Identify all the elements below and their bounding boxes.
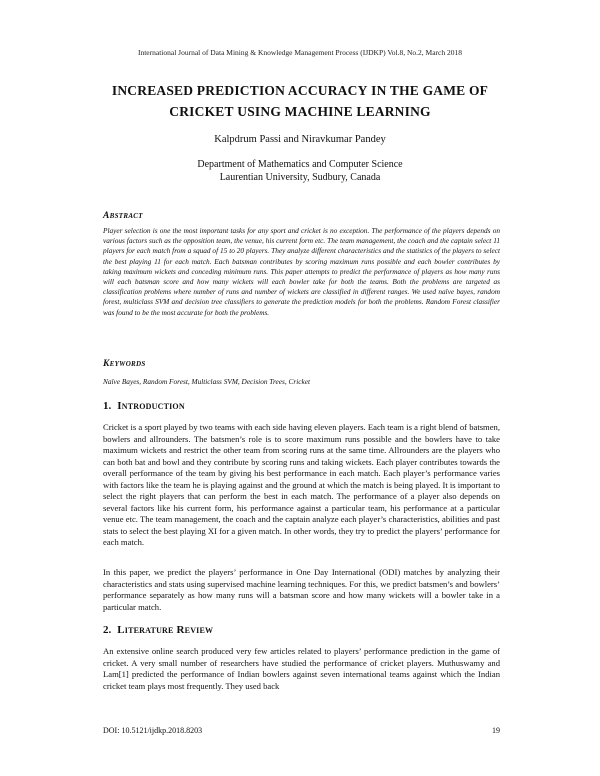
section-number: 2. — [103, 624, 112, 636]
title-word: MACHINE — [284, 104, 353, 119]
title-word: GAME — [422, 83, 466, 98]
literature-review-paragraph-1: An extensive online search produced very few articles related to players’ performance prediction in the game of cricket. A very small number of researchers have studied the performance of cricket players. Muthuswamy and Lam[1] predicted the performance of Indian bowlers against seven international teams against which the Indian cricket team plays most frequently. They used back — [103, 646, 500, 691]
page-number: 19 — [492, 726, 500, 735]
doi[interactable]: DOI: 10.5121/ijdkp.2018.8203 — [103, 726, 203, 735]
literature-review-heading — [103, 624, 213, 636]
introduction-heading — [103, 400, 185, 412]
title-word: CRICKET — [169, 104, 234, 119]
journal-running-header: International Journal of Data Mining & Knowledge Management Process (IJDKP) Vol.8, No.2, March 2018 — [137, 48, 463, 57]
title-line-2 — [60, 101, 540, 122]
title-word: IN — [371, 83, 387, 98]
abstract-text: Player selection is one the most important tasks for any sport and cricket is no exception. The performance of the players depends on various factors such as the opposition team, the venue, his current form etc. The team management, the coach and the captain select 11 players for each match from a squad of 15 to 20 players. They analyze different characteristics and the statistics of the players to select the best playing 11 for each match. Each batsman contributes by scoring maximum runs possible and each bowler contributes by taking maximum wickets and conceding minimum runs. This paper attempts to predict the performance of players as how many runs will each batsman score and how many wickets will each bowler take for both the teams. Both the problems are targeted as classification problems where number of runs and number of wickets are classified in different ranges. We used naïve bayes, random forest, multiclass SVM and decision tree classifiers to generate the prediction models for both the problems. Random Forest classifier was found to be the most accurate for both the problems. — [103, 226, 500, 317]
title-word: USING — [237, 104, 282, 119]
introduction-paragraph-1: Cricket is a sport played by two teams with each side having eleven players. Each team is a right blend of batsmen, bowlers and allrounders. The batsmen’s role is to score maximum runs possible and the bowlers have to take maximum wickets and restrict the other team from scoring runs at the same time. Allrounders are the players who can both bat and bowl and they contribute by scoring runs and taking wickets. Each player contributes towards the overall performance of the team by giving his best performance in each match. Each player’s performance varies with factors like the team he is playing against and the ground at which the match is being played. It is important to select the right players that can perform the best in each match. The performance of a player also depends on several factors like his current form, his performance against a particular team, his performance at a particular venue etc. The team management, the coach and the captain analyze each player’s characteristics, abilities and past stats to select the best playing XI for a given match. In other words, they try to predict the players’ performance for each match. — [103, 422, 500, 548]
affiliation-university: Laurentian University, Sudbury, Canada — [219, 172, 381, 183]
title-word: OF — [468, 83, 489, 98]
affiliation — [0, 158, 600, 184]
title-word: PREDICTION — [196, 83, 286, 98]
title-line-1 — [60, 80, 540, 101]
title-word: INCREASED — [111, 83, 194, 98]
affiliation-department: Department of Mathematics and Computer Science — [197, 159, 403, 170]
section-title: Literature Review — [117, 624, 214, 636]
abstract-heading: Abstract — [103, 211, 143, 221]
keywords-text: Naïve Bayes, Random Forest, Multiclass SVM, Decision Trees, Cricket — [103, 377, 310, 386]
title-word: ACCURACY — [287, 83, 368, 98]
section-title: Introduction — [117, 400, 185, 412]
section-number: 1. — [103, 400, 112, 412]
keywords-heading: Keywords — [103, 359, 146, 369]
title-word: THE — [389, 83, 419, 98]
title-word: LEARNING — [356, 104, 431, 119]
page-footer — [103, 726, 500, 735]
introduction-paragraph-2: In this paper, we predict the players’ performance in One Day International (ODI) matches by analyzing their characteristics and stats using supervised machine learning techniques. For this, we predict batsmen’s and bowlers’ performance separately as how many runs will a batsman score and how many wickets will a bowler take in a particular match. — [103, 567, 500, 612]
authors: Kalpdrum Passi and Niravkumar Pandey — [214, 134, 386, 145]
paper-title — [60, 80, 540, 122]
